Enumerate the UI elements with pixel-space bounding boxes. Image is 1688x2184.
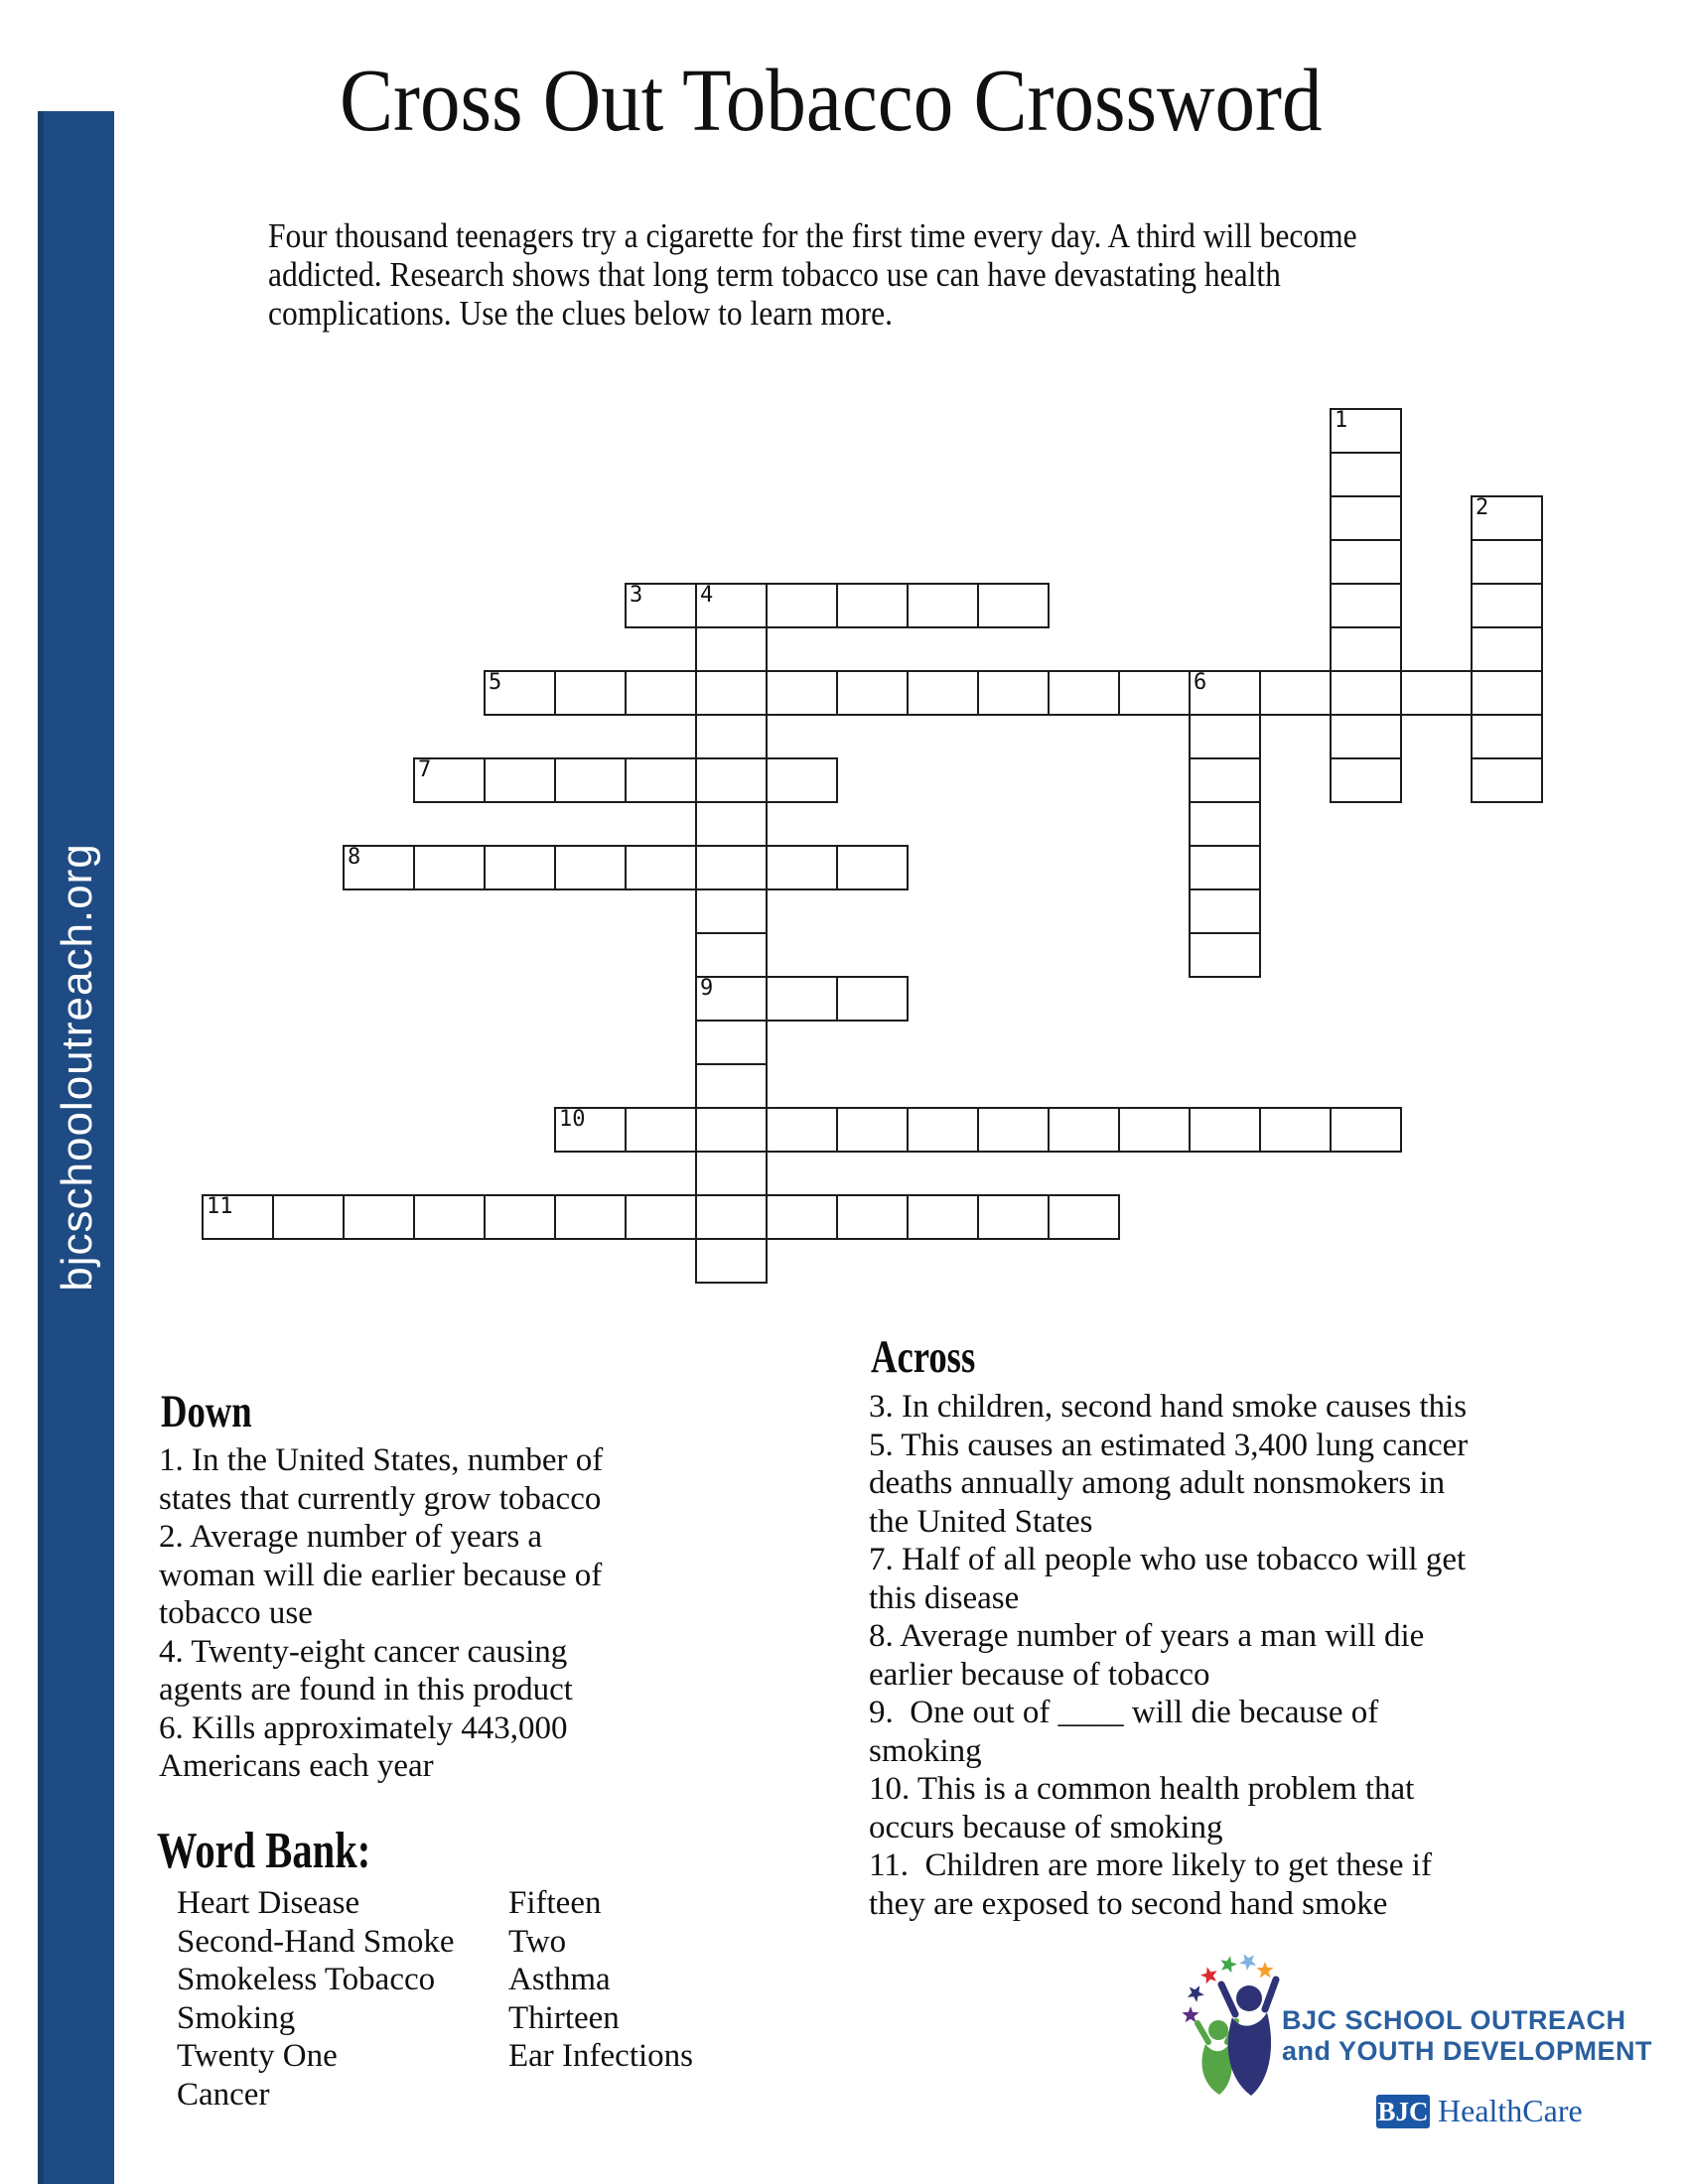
star-icon bbox=[1182, 2006, 1198, 2022]
crossword-cell[interactable] bbox=[554, 757, 627, 803]
star-icon bbox=[1220, 1956, 1237, 1973]
crossword-cell-number: 9 bbox=[700, 976, 714, 1001]
crossword-cell-number: 1 bbox=[1335, 408, 1348, 433]
page-title: Cross Out Tobacco Crossword bbox=[340, 52, 1323, 150]
crossword-cell[interactable] bbox=[1330, 583, 1402, 628]
word-bank-item: Ear Infections bbox=[508, 2038, 693, 2074]
crossword-cell-number: 3 bbox=[630, 583, 643, 608]
crossword-cell[interactable] bbox=[484, 845, 556, 890]
bjc-healthcare-logo-icon: BJC bbox=[1377, 2097, 1429, 2126]
clue-line: smoking bbox=[869, 1732, 982, 1769]
logo-figure bbox=[1221, 1984, 1235, 2014]
crossword-cell[interactable] bbox=[484, 757, 556, 803]
crossword-cell[interactable] bbox=[836, 670, 909, 716]
word-bank-item: Fifteen bbox=[508, 1885, 602, 1921]
word-bank-item: Thirteen bbox=[508, 1999, 620, 2036]
clue bbox=[869, 1388, 1468, 1427]
crossword-cell[interactable] bbox=[836, 976, 909, 1022]
crossword-cell[interactable] bbox=[1189, 932, 1261, 978]
clue-line: deaths annually among adult nonsmokers in bbox=[869, 1465, 1446, 1501]
crossword-cell[interactable] bbox=[695, 757, 768, 803]
clue-line: states that currently grow tobacco bbox=[159, 1480, 602, 1517]
across-clues-list bbox=[869, 1388, 1468, 1923]
crossword-cell[interactable] bbox=[977, 583, 1050, 628]
logo-figure bbox=[1201, 2044, 1231, 2095]
crossword-cell[interactable] bbox=[766, 976, 838, 1022]
crossword-cell[interactable] bbox=[977, 670, 1050, 716]
clue-line: agents are found in this product bbox=[159, 1672, 573, 1707]
crossword-cell[interactable] bbox=[695, 932, 768, 978]
crossword-cell[interactable] bbox=[836, 845, 909, 890]
crossword-cell[interactable] bbox=[1189, 1107, 1261, 1153]
clue-line: the United States bbox=[869, 1503, 1093, 1540]
crossword-cell[interactable] bbox=[1330, 452, 1402, 497]
crossword-cell-number: 5 bbox=[489, 670, 502, 695]
crossword-cell-number: 6 bbox=[1194, 670, 1207, 695]
word-bank-item: Second-Hand Smoke bbox=[177, 1923, 455, 1960]
crossword-cell[interactable] bbox=[695, 1107, 768, 1153]
logo-figure-head bbox=[1208, 2020, 1228, 2040]
crossword-cell[interactable] bbox=[695, 626, 768, 672]
crossword-cell-number: 10 bbox=[559, 1107, 586, 1132]
word-bank-item: Smoking bbox=[177, 1999, 296, 2036]
logo-org-line1: BJC SCHOOL OUTREACH bbox=[1282, 2005, 1626, 2035]
clue-line: Americans each year bbox=[159, 1748, 434, 1784]
crossword-cell[interactable] bbox=[1189, 670, 1261, 716]
crossword-cell[interactable] bbox=[625, 845, 697, 890]
crossword-cell-number: 7 bbox=[418, 757, 432, 782]
crossword-cell[interactable] bbox=[695, 1151, 768, 1196]
star-icon bbox=[1239, 1954, 1256, 1971]
word-bank-item: Heart Disease bbox=[177, 1885, 360, 1921]
crossword-cell[interactable] bbox=[484, 1194, 556, 1240]
crossword-cell[interactable] bbox=[766, 583, 838, 628]
word-bank-item: Two bbox=[508, 1923, 567, 1960]
crossword-cell[interactable] bbox=[766, 845, 838, 890]
clue-line: occurs because of smoking bbox=[869, 1809, 1223, 1845]
word-bank-item: Cancer bbox=[177, 2076, 270, 2113]
crossword-cell[interactable] bbox=[766, 1194, 838, 1240]
star-icon bbox=[1188, 1985, 1204, 2002]
clue-line: 11. Children are more likely to get these if bbox=[869, 1847, 1432, 1883]
crossword-cell[interactable] bbox=[1189, 801, 1261, 847]
crossword-cell[interactable] bbox=[1189, 845, 1261, 890]
crossword-cell[interactable] bbox=[695, 976, 768, 1022]
crossword-cell[interactable] bbox=[554, 845, 627, 890]
clue-line: this disease bbox=[869, 1579, 1020, 1616]
crossword-cell[interactable] bbox=[625, 670, 697, 716]
crossword-cell[interactable] bbox=[625, 1194, 697, 1240]
crossword-cell[interactable] bbox=[413, 845, 486, 890]
crossword-cell[interactable] bbox=[977, 1107, 1050, 1153]
crossword-cell[interactable] bbox=[1330, 408, 1402, 454]
logo-org-line2: and YOUTH DEVELOPMENT bbox=[1282, 2036, 1653, 2066]
clue-line: 1. In the United States, number of bbox=[159, 1442, 604, 1478]
crossword-cell[interactable] bbox=[695, 845, 768, 890]
crossword-cell[interactable] bbox=[554, 1194, 627, 1240]
crossword-cell[interactable] bbox=[343, 845, 415, 890]
word-bank-column-1 bbox=[177, 1884, 455, 2114]
logo-figure bbox=[1197, 2023, 1208, 2042]
clue-line: 6. Kills approximately 443,000 bbox=[159, 1709, 568, 1746]
crossword-cell[interactable] bbox=[1259, 670, 1332, 716]
intro-line: Four thousand teenagers try a cigarette for the first time every day. A third will become bbox=[268, 216, 1357, 255]
crossword-cell[interactable] bbox=[907, 1107, 979, 1153]
down-heading: Down bbox=[161, 1386, 252, 1437]
star-icon bbox=[1200, 1967, 1217, 1983]
crossword-cell[interactable] bbox=[907, 1194, 979, 1240]
word-bank-heading: Word Bank: bbox=[157, 1823, 371, 1879]
crossword-cell[interactable] bbox=[977, 1194, 1050, 1240]
clue-line: they are exposed to second hand smoke bbox=[869, 1885, 1388, 1922]
crossword-cell[interactable] bbox=[1400, 670, 1473, 716]
crossword-cell[interactable] bbox=[1189, 714, 1261, 759]
crossword-cell[interactable] bbox=[1330, 626, 1402, 672]
intro-paragraph bbox=[268, 216, 1357, 333]
crossword-cell[interactable] bbox=[625, 1107, 697, 1153]
crossword-cell[interactable] bbox=[1330, 539, 1402, 585]
logo-figure bbox=[1228, 2012, 1271, 2096]
crossword-cell-number: 4 bbox=[700, 583, 714, 608]
crossword-cell-number: 11 bbox=[207, 1194, 233, 1219]
crossword-cell[interactable] bbox=[1118, 1107, 1191, 1153]
crossword-cell[interactable] bbox=[695, 1238, 768, 1284]
crossword-cell[interactable] bbox=[1471, 714, 1543, 759]
clue bbox=[869, 1617, 1468, 1694]
crossword-cell[interactable] bbox=[1330, 714, 1402, 759]
clue bbox=[159, 1518, 603, 1633]
clue bbox=[869, 1427, 1468, 1542]
crossword-cell[interactable] bbox=[1330, 757, 1402, 803]
crossword-cell[interactable] bbox=[695, 714, 768, 759]
word-bank-item: Asthma bbox=[508, 1962, 611, 1997]
crossword-cell[interactable] bbox=[695, 1194, 768, 1240]
clue-line: 9. One out of ____ will die because of bbox=[869, 1695, 1379, 1730]
crossword-cell[interactable] bbox=[695, 888, 768, 934]
bjc-healthcare-name: HealthCare bbox=[1438, 2093, 1583, 2128]
clue-line: earlier because of tobacco bbox=[869, 1656, 1210, 1693]
crossword-cell[interactable] bbox=[343, 1194, 415, 1240]
crossword-cell[interactable] bbox=[1048, 1194, 1120, 1240]
crossword-cell[interactable] bbox=[766, 670, 838, 716]
word-bank-item: Smokeless Tobacco bbox=[177, 1962, 436, 1997]
crossword-cell[interactable] bbox=[766, 1107, 838, 1153]
crossword-cell[interactable] bbox=[484, 670, 556, 716]
clue-line: woman will die earlier because of bbox=[159, 1557, 603, 1593]
intro-line: addicted. Research shows that long term tobacco use can have devastating health bbox=[268, 255, 1281, 294]
logo-figure bbox=[1265, 1979, 1276, 2009]
clue-line: 3. In children, second hand smoke causes this bbox=[869, 1389, 1468, 1425]
crossword-cell[interactable] bbox=[836, 583, 909, 628]
crossword-cell[interactable] bbox=[413, 757, 486, 803]
crossword-cell[interactable] bbox=[554, 670, 627, 716]
logo-figure-head bbox=[1236, 1985, 1262, 2011]
clue-line: 10. This is a common health problem that bbox=[869, 1771, 1415, 1807]
crossword-cell[interactable] bbox=[907, 583, 979, 628]
word-bank-column-2 bbox=[508, 1884, 693, 2076]
crossword-cell[interactable] bbox=[836, 1107, 909, 1153]
crossword-cell[interactable] bbox=[1471, 539, 1543, 585]
star-icon bbox=[1256, 1962, 1273, 1978]
crossword-cell[interactable] bbox=[836, 1194, 909, 1240]
crossword-cell[interactable] bbox=[625, 583, 697, 628]
clue bbox=[159, 1633, 603, 1709]
logo-org-text bbox=[1282, 2005, 1652, 2067]
clue-line: tobacco use bbox=[159, 1595, 313, 1631]
clue bbox=[869, 1541, 1468, 1617]
crossword-cell[interactable] bbox=[1259, 1107, 1332, 1153]
bjc-school-outreach-logo-icon bbox=[1175, 1948, 1294, 2097]
across-heading: Across bbox=[871, 1331, 976, 1383]
crossword-cell[interactable] bbox=[554, 1107, 627, 1153]
crossword-cell[interactable] bbox=[413, 1194, 486, 1240]
crossword-cell[interactable] bbox=[1048, 1107, 1120, 1153]
crossword-cell[interactable] bbox=[1471, 626, 1543, 672]
crossword-cell-number: 2 bbox=[1476, 495, 1489, 520]
clue bbox=[869, 1846, 1468, 1923]
crossword-cell[interactable] bbox=[695, 801, 768, 847]
crossword-cell-number: 8 bbox=[348, 845, 361, 870]
clue-line: 7. Half of all people who use tobacco will get bbox=[869, 1542, 1467, 1577]
crossword-cell[interactable] bbox=[1330, 495, 1402, 541]
down-clues-list bbox=[159, 1441, 603, 1786]
crossword-cell[interactable] bbox=[907, 670, 979, 716]
crossword-cell[interactable] bbox=[1471, 495, 1543, 541]
clue-line: 8. Average number of years a man will die bbox=[869, 1618, 1425, 1654]
crossword-cell[interactable] bbox=[1048, 670, 1120, 716]
intro-line: complications. Use the clues below to learn more. bbox=[268, 294, 893, 333]
crossword-cell[interactable] bbox=[1189, 888, 1261, 934]
clue bbox=[869, 1770, 1468, 1846]
crossword-cell[interactable] bbox=[1118, 670, 1191, 716]
crossword-cell[interactable] bbox=[695, 1063, 768, 1109]
crossword-cell[interactable] bbox=[695, 1020, 768, 1065]
clue bbox=[159, 1441, 603, 1518]
clue-line: 2. Average number of years a bbox=[159, 1519, 543, 1555]
crossword-cell[interactable] bbox=[695, 670, 768, 716]
crossword-cell[interactable] bbox=[1330, 670, 1402, 716]
crossword-cell[interactable] bbox=[1189, 757, 1261, 803]
crossword-cell[interactable] bbox=[1471, 757, 1543, 803]
crossword-cell[interactable] bbox=[1471, 670, 1543, 716]
clue bbox=[159, 1709, 603, 1786]
clue-line: 4. Twenty-eight cancer causing bbox=[159, 1633, 568, 1670]
clue-line: 5. This causes an estimated 3,400 lung cancer bbox=[869, 1427, 1469, 1463]
crossword-cell[interactable] bbox=[625, 757, 697, 803]
word-bank-item: Twenty One bbox=[177, 2038, 338, 2074]
crossword-cell[interactable] bbox=[1330, 1107, 1402, 1153]
crossword-cell[interactable] bbox=[272, 1194, 345, 1240]
sidebar-url-text: bjcschooloutreach.org bbox=[53, 843, 101, 1292]
crossword-cell[interactable] bbox=[202, 1194, 274, 1240]
clue bbox=[869, 1694, 1468, 1770]
crossword-cell[interactable] bbox=[766, 757, 838, 803]
crossword-cell[interactable] bbox=[695, 583, 768, 628]
crossword-cell[interactable] bbox=[1471, 583, 1543, 628]
